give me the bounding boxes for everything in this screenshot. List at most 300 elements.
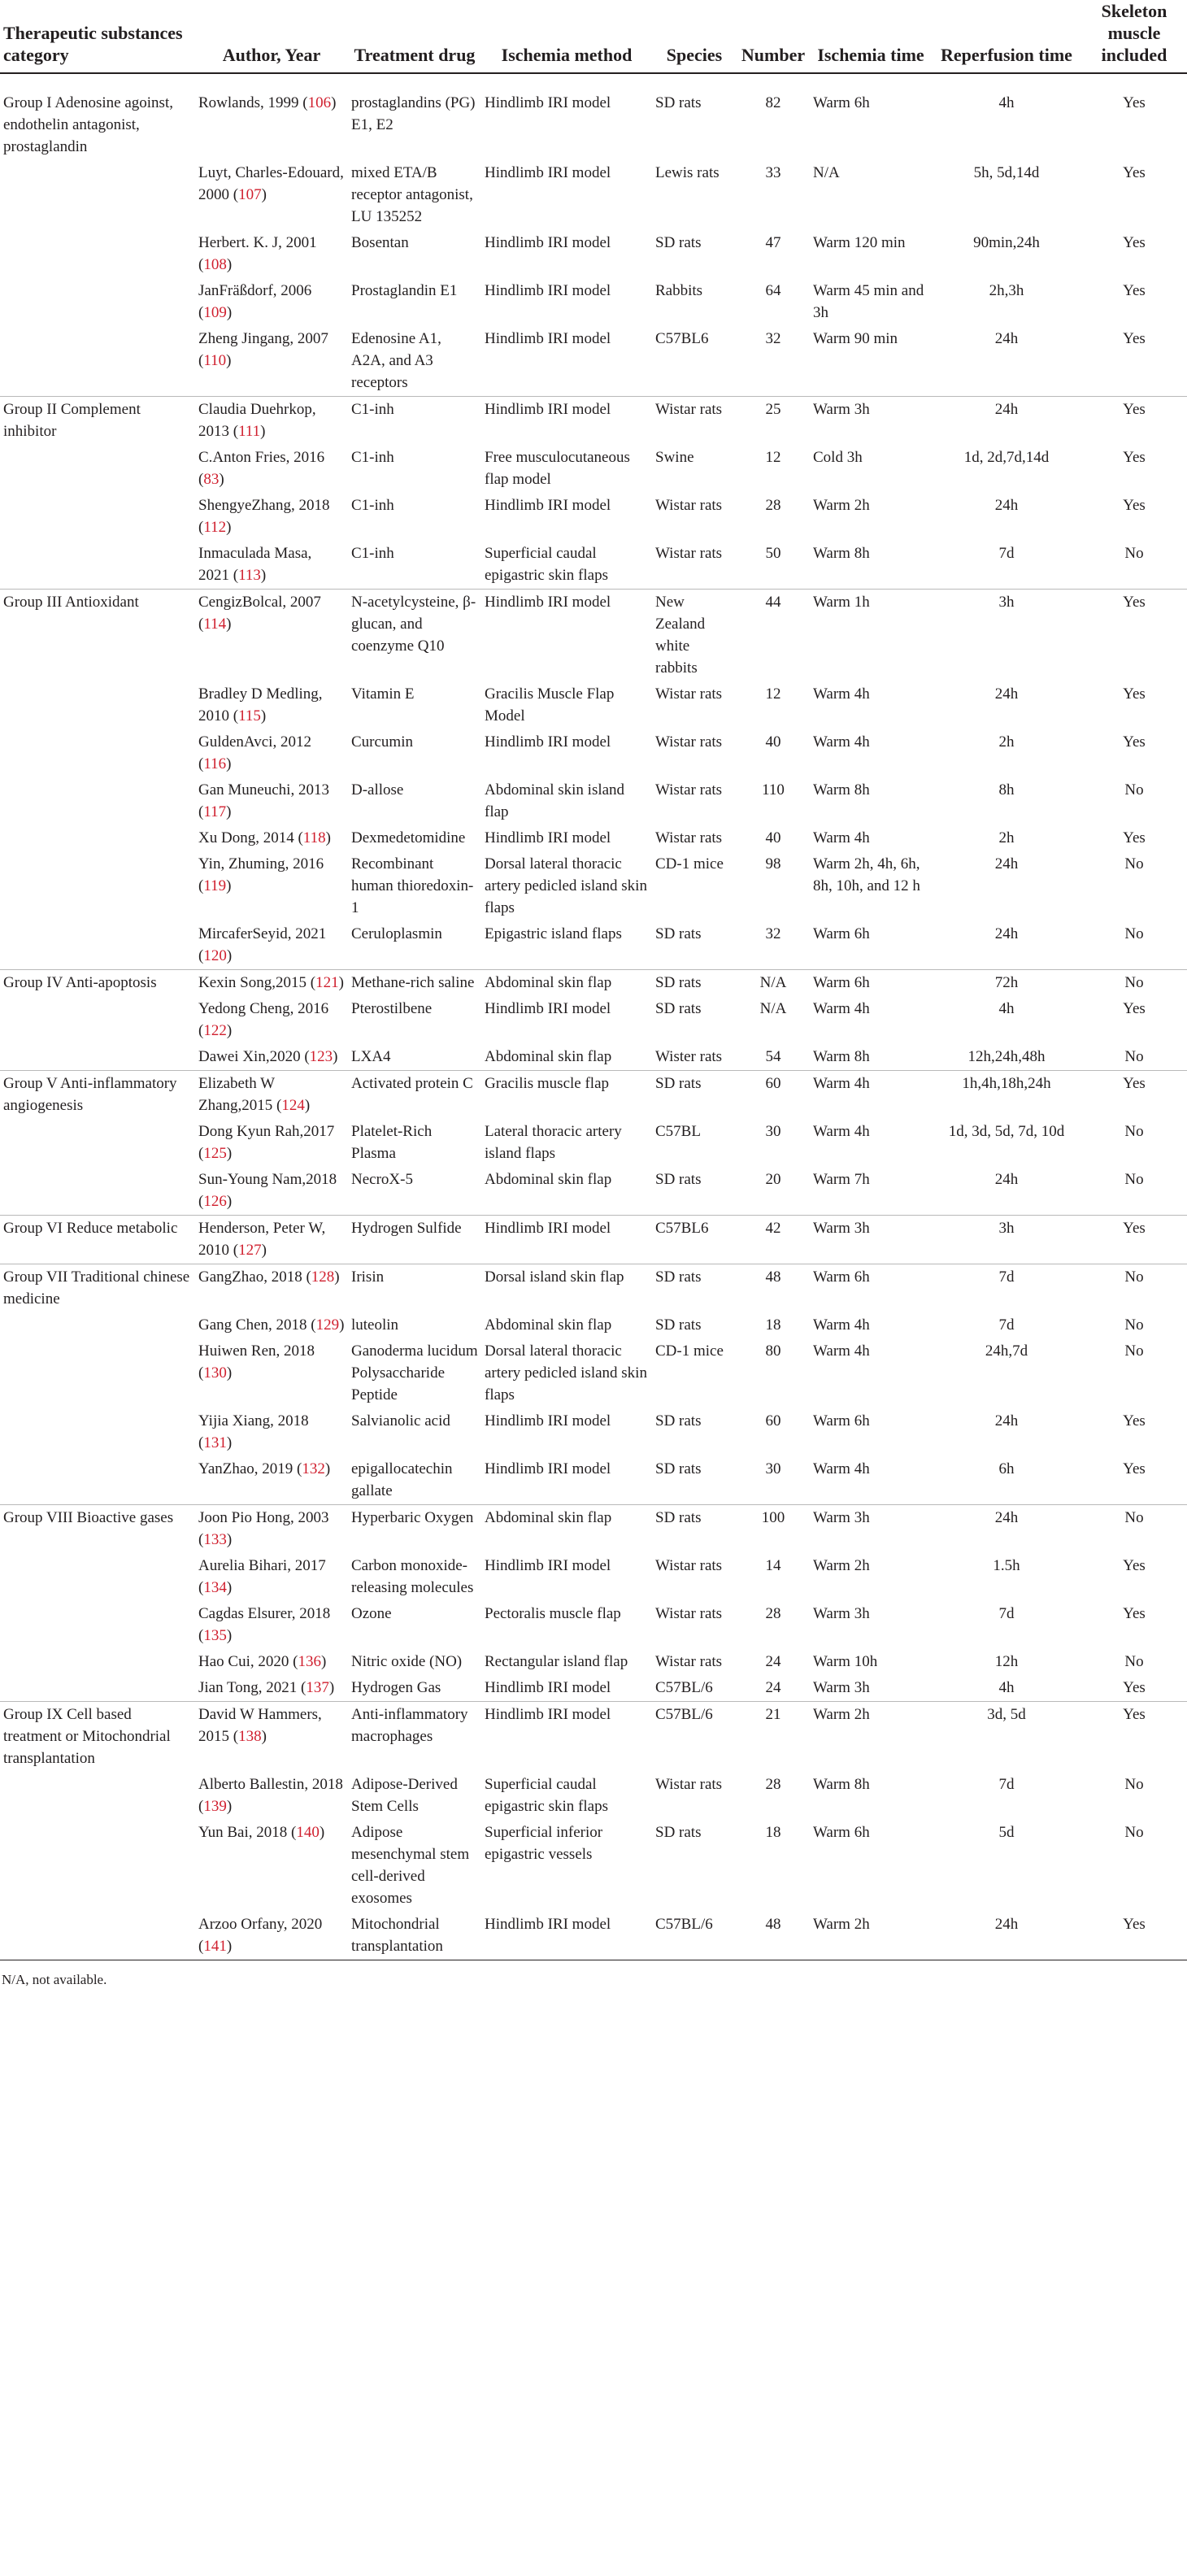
cell-number-text: 44: [765, 594, 781, 611]
cell-reperfusion-time: [932, 73, 1081, 160]
cell-skeleton-muscle: [1081, 1649, 1187, 1675]
reference-link[interactable]: 133: [203, 1531, 227, 1548]
cell-ischemia-method: [481, 1820, 652, 1912]
reference-link[interactable]: 120: [203, 947, 227, 964]
cell-ischemia-time: [810, 851, 932, 921]
cell-treatment-drug: [348, 970, 481, 997]
cell-category: [0, 1675, 195, 1702]
cell-category: Group VIII Bioactive gases: [0, 1505, 195, 1554]
cell-skeleton-muscle-text: Yes: [1123, 1679, 1146, 1696]
reference-link[interactable]: 108: [203, 256, 227, 273]
cell-treatment-drug-text: Anti-inflammatory macrophages: [351, 1706, 468, 1745]
cell-species: [652, 1702, 737, 1773]
cell-author-year-text: Claudia Duehrkop, 2013: [198, 401, 316, 440]
cell-species: [652, 1216, 737, 1264]
table-row: [0, 1649, 1187, 1675]
cell-number-text: 20: [765, 1171, 781, 1188]
cell-number: [737, 970, 810, 997]
cell-skeleton-muscle: [1081, 397, 1187, 446]
cell-reperfusion-time-text: 24h: [994, 1171, 1019, 1188]
cell-number: [737, 1675, 810, 1702]
cell-number-text: 24: [765, 1653, 781, 1670]
cell-reperfusion-time: [932, 1456, 1081, 1505]
reference-link[interactable]: 135: [203, 1627, 227, 1644]
reference-link[interactable]: 140: [296, 1824, 320, 1841]
cell-skeleton-muscle: [1081, 590, 1187, 682]
cell-number-text: 25: [765, 401, 781, 418]
cell-ischemia-method-text: Gracilis Muscle Flap Model: [485, 685, 615, 724]
cell-ischemia-method-text: Dorsal lateral thoracic artery pedicled island skin flaps: [485, 1342, 647, 1403]
cell-author-year: Jian Tong, 2021 (137): [198, 1679, 335, 1696]
cell-ischemia-time: [810, 1649, 932, 1675]
cell-reperfusion-time-text: 8h: [998, 781, 1015, 798]
table-row: [0, 1912, 1187, 1960]
cell-reperfusion-time-text: 24h: [994, 1509, 1019, 1526]
reference-link[interactable]: 114: [203, 616, 227, 633]
cell-reperfusion-time: [932, 1338, 1081, 1408]
cell-ischemia-time-text: Warm 3h: [813, 1679, 870, 1696]
cell-number: [737, 493, 810, 541]
cell-ischemia-method-text: Superficial inferior epigastric vessels: [485, 1824, 603, 1863]
cell-treatment-drug-text: epigallocatechin gallate: [351, 1460, 453, 1499]
cell-category: [0, 493, 195, 541]
cell-author-year-text: Gan Muneuchi, 2013: [198, 781, 329, 798]
cell-skeleton-muscle-text: Yes: [1123, 829, 1146, 846]
cell-number-text: 48: [765, 1916, 781, 1933]
cell-treatment-drug: [348, 1601, 481, 1649]
reference-link[interactable]: 119: [203, 877, 227, 894]
cell-skeleton-muscle-text: Yes: [1123, 234, 1146, 251]
cell-author-year-text: Gang Chen, 2018: [198, 1316, 307, 1334]
cell-author-year: Kexin Song,2015 (121): [195, 970, 348, 997]
cell-skeleton-muscle-text: No: [1124, 1316, 1144, 1334]
table-footnote: N/A, not available.: [2, 1972, 107, 1987]
cell-reperfusion-time-text: 4h: [998, 94, 1015, 111]
table-row: [0, 996, 1187, 1044]
reference-link[interactable]: 136: [298, 1653, 321, 1670]
cell-skeleton-muscle: [1081, 326, 1187, 397]
cell-ischemia-method: [481, 970, 652, 997]
cell-number: [737, 1216, 810, 1264]
cell-category: Group IX Cell based treatment or Mitochondrial transplantation: [0, 1702, 195, 1773]
reference-link[interactable]: 118: [302, 829, 326, 846]
cell-author-year: MircaferSeyid, 2021 (120): [198, 925, 327, 964]
cell-skeleton-muscle: [1081, 1456, 1187, 1505]
cell-species-text: Wistar rats: [655, 781, 723, 798]
cell-author-year: GuldenAvci, 2012 (116): [198, 733, 311, 772]
cell-skeleton-muscle: [1081, 1553, 1187, 1601]
cell-number: [737, 1553, 810, 1601]
cell-ischemia-method: [481, 1338, 652, 1408]
cell-skeleton-muscle: [1081, 1772, 1187, 1820]
cell-ischemia-method: [481, 160, 652, 230]
cell-ischemia-method: [481, 1456, 652, 1505]
cell-treatment-drug: [348, 278, 481, 326]
reference-link[interactable]: 115: [238, 707, 261, 724]
cell-treatment-drug-text: Salvianolic acid: [351, 1412, 450, 1429]
reference-link[interactable]: 123: [309, 1048, 333, 1065]
cell-number: [737, 590, 810, 682]
cell-skeleton-muscle: [1081, 1820, 1187, 1912]
cell-ischemia-time: [810, 1456, 932, 1505]
cell-ischemia-method: [481, 851, 652, 921]
cell-species: [652, 1649, 737, 1675]
cell-reperfusion-time-text: 5d: [998, 1824, 1015, 1841]
table-row: [0, 729, 1187, 777]
cell-skeleton-muscle-text: Yes: [1123, 282, 1146, 299]
cell-number: [737, 681, 810, 729]
cell-author-year-text: Aurelia Bihari, 2017: [198, 1557, 326, 1574]
cell-author-year-text: CengizBolcal, 2007: [198, 594, 321, 611]
cell-author-year-text: Yedong Cheng, 2016: [198, 1000, 329, 1017]
cell-number-text: 82: [765, 94, 781, 111]
cell-species: [652, 1505, 737, 1554]
cell-author-year: Rowlands, 1999 (106): [198, 94, 337, 111]
cell-treatment-drug-text: prostaglandins (PG) E1, E2: [351, 94, 476, 133]
cell-treatment-drug-text: mixed ETA/B receptor antagonist, LU 135252: [351, 164, 473, 225]
cell-species-text: SD rats: [655, 1316, 702, 1334]
cell-ischemia-time: [810, 1675, 932, 1702]
cell-category: [0, 1338, 195, 1408]
reference-link[interactable]: 130: [203, 1364, 227, 1382]
cell-number-text: 12: [765, 449, 781, 466]
cell-ischemia-time-text: Warm 2h: [813, 1557, 870, 1574]
cell-skeleton-muscle: [1081, 1408, 1187, 1456]
cell-reperfusion-time-text: 24h: [994, 330, 1019, 347]
cell-treatment-drug-text: Recombinant human thioredoxin-1: [351, 855, 474, 916]
cell-number-text: 14: [765, 1557, 781, 1574]
reference-link[interactable]: 83: [203, 471, 220, 488]
table-row: [0, 1167, 1187, 1216]
cell-category: [0, 996, 195, 1044]
cell-reperfusion-time-text: 24h: [994, 855, 1019, 872]
cell-species-text: New Zealand white rabbits: [655, 594, 706, 677]
cell-reperfusion-time-text: 1.5h: [993, 1557, 1020, 1574]
cell-category: [0, 1456, 195, 1505]
table-row: [0, 73, 1187, 160]
cell-number-text: 28: [765, 497, 781, 514]
cell-species-text: Wistar rats: [655, 497, 723, 514]
cell-skeleton-muscle-text: No: [1124, 1171, 1144, 1188]
cell-author-year: Elizabeth W Zhang,2015 (124): [195, 1071, 348, 1120]
cell-ischemia-method-text: Abdominal skin flap: [485, 1316, 612, 1334]
cell-species-text: SD rats: [655, 1824, 702, 1841]
cell-author-year-text: Henderson, Peter W, 2010: [198, 1220, 326, 1259]
cell-ischemia-time-text: Warm 4h: [813, 1316, 870, 1334]
cell-number: [737, 1772, 810, 1820]
reference-link[interactable]: 124: [281, 1097, 305, 1114]
reference-link[interactable]: 109: [203, 304, 227, 321]
reference-link[interactable]: 131: [203, 1434, 227, 1451]
cell-category: [0, 1119, 195, 1167]
cell-category: [0, 541, 195, 590]
cell-ischemia-method-text: Superficial caudal epigastric skin flaps: [485, 1776, 608, 1815]
cell-reperfusion-time: [932, 1553, 1081, 1601]
table-row: [0, 681, 1187, 729]
cell-number-text: 32: [765, 925, 781, 942]
cell-treatment-drug: [348, 921, 481, 970]
cell-treatment-drug-text: Carbon monoxide-releasing molecules: [351, 1557, 474, 1596]
reference-link[interactable]: 113: [238, 567, 261, 584]
cell-reperfusion-time-text: 4h: [998, 1000, 1015, 1017]
cell-species-text: CD-1 mice: [655, 1342, 724, 1360]
cell-reperfusion-time-text: 4h: [998, 1679, 1015, 1696]
cell-author-year: Dong Kyun Rah,2017 (125): [198, 1123, 335, 1162]
table-row: [0, 1702, 1187, 1773]
table-row: [0, 1408, 1187, 1456]
cell-ischemia-time-text: Warm 6h: [813, 94, 870, 111]
cell-ischemia-method: [481, 729, 652, 777]
cell-ischemia-method: [481, 541, 652, 590]
cell-treatment-drug-text: Methane-rich saline: [351, 974, 475, 991]
cell-author-year-text: Arzoo Orfany, 2020: [198, 1916, 323, 1933]
cell-species-text: Swine: [655, 449, 694, 466]
reference-link[interactable]: 129: [315, 1316, 340, 1334]
cell-ischemia-time-text: Warm 4h: [813, 1123, 870, 1140]
cell-ischemia-method-text: Hindlimb IRI model: [485, 1412, 611, 1429]
cell-treatment-drug: [348, 1119, 481, 1167]
cell-ischemia-method: [481, 590, 652, 682]
reference-link[interactable]: 139: [203, 1798, 227, 1815]
reference-link[interactable]: 141: [203, 1938, 227, 1955]
cell-species: [652, 825, 737, 851]
cell-ischemia-time-text: Warm 4h: [813, 1000, 870, 1017]
reference-link[interactable]: 117: [203, 803, 227, 820]
cell-reperfusion-time: [932, 1044, 1081, 1071]
reference-link[interactable]: 107: [238, 186, 262, 203]
cell-ischemia-method-text: Hindlimb IRI model: [485, 829, 611, 846]
cell-treatment-drug: [348, 1553, 481, 1601]
cell-number: [737, 73, 810, 160]
table-row: [0, 541, 1187, 590]
cell-ischemia-method: [481, 1044, 652, 1071]
cell-skeleton-muscle: [1081, 777, 1187, 825]
cell-ischemia-time: [810, 1601, 932, 1649]
reference-link[interactable]: 121: [315, 974, 339, 991]
cell-species-text: Wistar rats: [655, 1653, 723, 1670]
cell-number-text: 100: [761, 1509, 785, 1526]
cell-skeleton-muscle: [1081, 1264, 1187, 1313]
cell-number-text: 21: [765, 1706, 781, 1723]
cell-ischemia-method: [481, 1553, 652, 1601]
cell-author-year: Herbert. K. J, 2001 (108): [198, 234, 317, 273]
cell-species-text: Wistar rats: [655, 1605, 723, 1622]
cell-species: [652, 1553, 737, 1601]
cell-ischemia-time: [810, 1772, 932, 1820]
cell-reperfusion-time-text: 7d: [998, 545, 1015, 562]
cell-author-year: JanFräßdorf, 2006 (109): [198, 282, 312, 321]
cell-reperfusion-time-text: 24h,7d: [985, 1342, 1028, 1360]
cell-ischemia-method-text: Abdominal skin flap: [485, 1048, 612, 1065]
cell-reperfusion-time-text: 72h: [994, 974, 1019, 991]
reference-link[interactable]: 125: [203, 1145, 227, 1162]
cell-number-text: 28: [765, 1605, 781, 1622]
cell-reperfusion-time: [932, 777, 1081, 825]
cell-category: [0, 1912, 195, 1960]
reference-link[interactable]: 122: [203, 1022, 227, 1039]
cell-skeleton-muscle: [1081, 1071, 1187, 1120]
cell-category: [0, 445, 195, 493]
cell-species-text: C57BL6: [655, 330, 709, 347]
cell-treatment-drug: [348, 1167, 481, 1216]
cell-ischemia-method-text: Hindlimb IRI model: [485, 1460, 611, 1477]
cell-ischemia-method-text: Hindlimb IRI model: [485, 1220, 611, 1237]
cell-author-year-text: Sun-Young Nam,2018: [198, 1171, 337, 1188]
reference-link[interactable]: 110: [203, 352, 227, 369]
cell-author-year-text: Hao Cui, 2020: [198, 1653, 289, 1670]
reference-link[interactable]: 116: [203, 755, 227, 772]
cell-reperfusion-time-text: 1h,4h,18h,24h: [962, 1075, 1051, 1092]
cell-number-text: 40: [765, 733, 781, 751]
cell-reperfusion-time: [932, 1071, 1081, 1120]
cell-ischemia-time: [810, 1044, 932, 1071]
cell-number: [737, 1044, 810, 1071]
table-row: [0, 1216, 1187, 1264]
cell-ischemia-method: [481, 1505, 652, 1554]
cell-treatment-drug-text: Mitochondrial transplantation: [351, 1916, 443, 1955]
cell-ischemia-time-text: Cold 3h: [813, 449, 863, 466]
table-row: [0, 1044, 1187, 1071]
cell-treatment-drug-text: NecroX-5: [351, 1171, 413, 1188]
cell-author-year-text: Elizabeth W Zhang,2015: [198, 1075, 275, 1114]
cell-species-text: Wistar rats: [655, 401, 723, 418]
cell-species: [652, 1071, 737, 1120]
cell-reperfusion-time: [932, 1675, 1081, 1702]
reference-link[interactable]: 127: [238, 1242, 262, 1259]
cell-reperfusion-time: [932, 1702, 1081, 1773]
cell-author-year-text: Alberto Ballestin, 2018: [198, 1776, 343, 1793]
cell-reperfusion-time: [932, 160, 1081, 230]
cell-ischemia-method: [481, 230, 652, 278]
cell-skeleton-muscle-text: Yes: [1123, 685, 1146, 703]
cell-ischemia-method: [481, 825, 652, 851]
header-ischemia-time: Ischemia time: [817, 45, 924, 65]
reference-link[interactable]: 126: [203, 1193, 227, 1210]
cell-number: [737, 541, 810, 590]
cell-species: [652, 1820, 737, 1912]
cell-number-text: 32: [765, 330, 781, 347]
cell-species: [652, 230, 737, 278]
cell-author-year-text: Inmaculada Masa, 2021: [198, 545, 312, 584]
cell-ischemia-time: [810, 397, 932, 446]
cell-ischemia-time: [810, 541, 932, 590]
cell-number-text: 110: [762, 781, 785, 798]
cell-number-text: 28: [765, 1776, 781, 1793]
cell-ischemia-method: [481, 1649, 652, 1675]
cell-reperfusion-time: [932, 851, 1081, 921]
cell-ischemia-time: [810, 590, 932, 682]
cell-species-text: SD rats: [655, 974, 702, 991]
cell-reperfusion-time: [932, 397, 1081, 446]
cell-author-year: Aurelia Bihari, 2017 (134): [198, 1557, 326, 1596]
cell-author-year-text: Dong Kyun Rah,2017: [198, 1123, 335, 1140]
cell-skeleton-muscle-text: No: [1124, 925, 1144, 942]
cell-species: [652, 1772, 737, 1820]
cell-author-year: Bradley D Medling, 2010 (115): [198, 685, 323, 724]
cell-treatment-drug: [348, 1649, 481, 1675]
cell-ischemia-time: [810, 1264, 932, 1313]
cell-ischemia-time-text: Warm 2h, 4h, 6h, 8h, 10h, and 12 h: [813, 855, 920, 894]
cell-treatment-drug-text: Adipose-Derived Stem Cells: [351, 1776, 458, 1815]
cell-skeleton-muscle-text: No: [1124, 781, 1144, 798]
cell-reperfusion-time-text: 24h: [994, 497, 1019, 514]
cell-skeleton-muscle: [1081, 825, 1187, 851]
cell-skeleton-muscle-text: Yes: [1123, 1412, 1146, 1429]
cell-species: [652, 1044, 737, 1071]
cell-skeleton-muscle-text: No: [1124, 545, 1144, 562]
header-number: Number: [741, 45, 806, 65]
cell-ischemia-time-text: Warm 3h: [813, 1605, 870, 1622]
cell-ischemia-time: [810, 1820, 932, 1912]
cell-reperfusion-time: [932, 278, 1081, 326]
reference-link[interactable]: 112: [203, 519, 227, 536]
reference-link[interactable]: 134: [203, 1579, 227, 1596]
cell-treatment-drug-text: Vitamin E: [351, 685, 415, 703]
cell-category: [0, 825, 195, 851]
reference-link[interactable]: 128: [311, 1268, 335, 1286]
cell-author-year: Dawei Xin,2020 (123): [198, 1048, 338, 1065]
cell-ischemia-time-text: Warm 6h: [813, 1412, 870, 1429]
cell-category: [0, 1772, 195, 1820]
cell-number-text: 33: [765, 164, 781, 181]
cell-ischemia-method-text: Hindlimb IRI model: [485, 282, 611, 299]
cell-ischemia-method-text: Abdominal skin flap: [485, 1171, 612, 1188]
cell-treatment-drug-text: C1-inh: [351, 401, 394, 418]
cell-treatment-drug-text: Hydrogen Sulfide: [351, 1220, 462, 1237]
cell-species-text: SD rats: [655, 94, 702, 111]
cell-ischemia-method-text: Hindlimb IRI model: [485, 733, 611, 751]
cell-author-year: Luyt, Charles-Edouard, 2000 (107): [198, 164, 344, 203]
cell-ischemia-time-text: Warm 4h: [813, 1075, 870, 1092]
cell-species: [652, 541, 737, 590]
cell-ischemia-method: [481, 921, 652, 970]
reference-link[interactable]: 138: [238, 1728, 262, 1745]
cell-species: [652, 493, 737, 541]
cell-skeleton-muscle-text: Yes: [1123, 497, 1146, 514]
reference-link[interactable]: 106: [307, 94, 332, 111]
cell-ischemia-time: [810, 1553, 932, 1601]
table-row: [0, 1312, 1187, 1338]
table-row: [0, 1505, 1187, 1554]
cell-skeleton-muscle: [1081, 681, 1187, 729]
cell-species-text: C57BL/6: [655, 1706, 713, 1723]
cell-ischemia-method-text: Lateral thoracic artery island flaps: [485, 1123, 622, 1162]
cell-species-text: Lewis rats: [655, 164, 720, 181]
cell-reperfusion-time-text: 2h: [998, 829, 1015, 846]
cell-reperfusion-time-text: 7d: [998, 1316, 1015, 1334]
cell-species-text: Wistar rats: [655, 1557, 723, 1574]
cell-species-text: Rabbits: [655, 282, 703, 299]
cell-skeleton-muscle-text: Yes: [1123, 1000, 1146, 1017]
cell-skeleton-muscle-text: Yes: [1123, 1916, 1146, 1933]
reference-link[interactable]: 137: [306, 1679, 329, 1696]
cell-reperfusion-time-text: 1d, 3d, 5d, 7d, 10d: [948, 1123, 1065, 1140]
cell-skeleton-muscle: [1081, 1505, 1187, 1554]
cell-species: [652, 729, 737, 777]
cell-ischemia-method-text: Dorsal island skin flap: [485, 1268, 624, 1286]
cell-ischemia-method-text: Hindlimb IRI model: [485, 401, 611, 418]
table-row: [0, 851, 1187, 921]
reference-link[interactable]: 111: [238, 423, 261, 440]
cell-reperfusion-time: [932, 493, 1081, 541]
cell-ischemia-time: [810, 1119, 932, 1167]
cell-skeleton-muscle: [1081, 73, 1187, 160]
cell-species-text: SD rats: [655, 1509, 702, 1526]
cell-treatment-drug: [348, 73, 481, 160]
header-treatment-drug: Treatment drug: [354, 45, 476, 65]
reference-link[interactable]: 132: [302, 1460, 325, 1477]
cell-author-year: Gang Chen, 2018 (129): [198, 1316, 345, 1334]
